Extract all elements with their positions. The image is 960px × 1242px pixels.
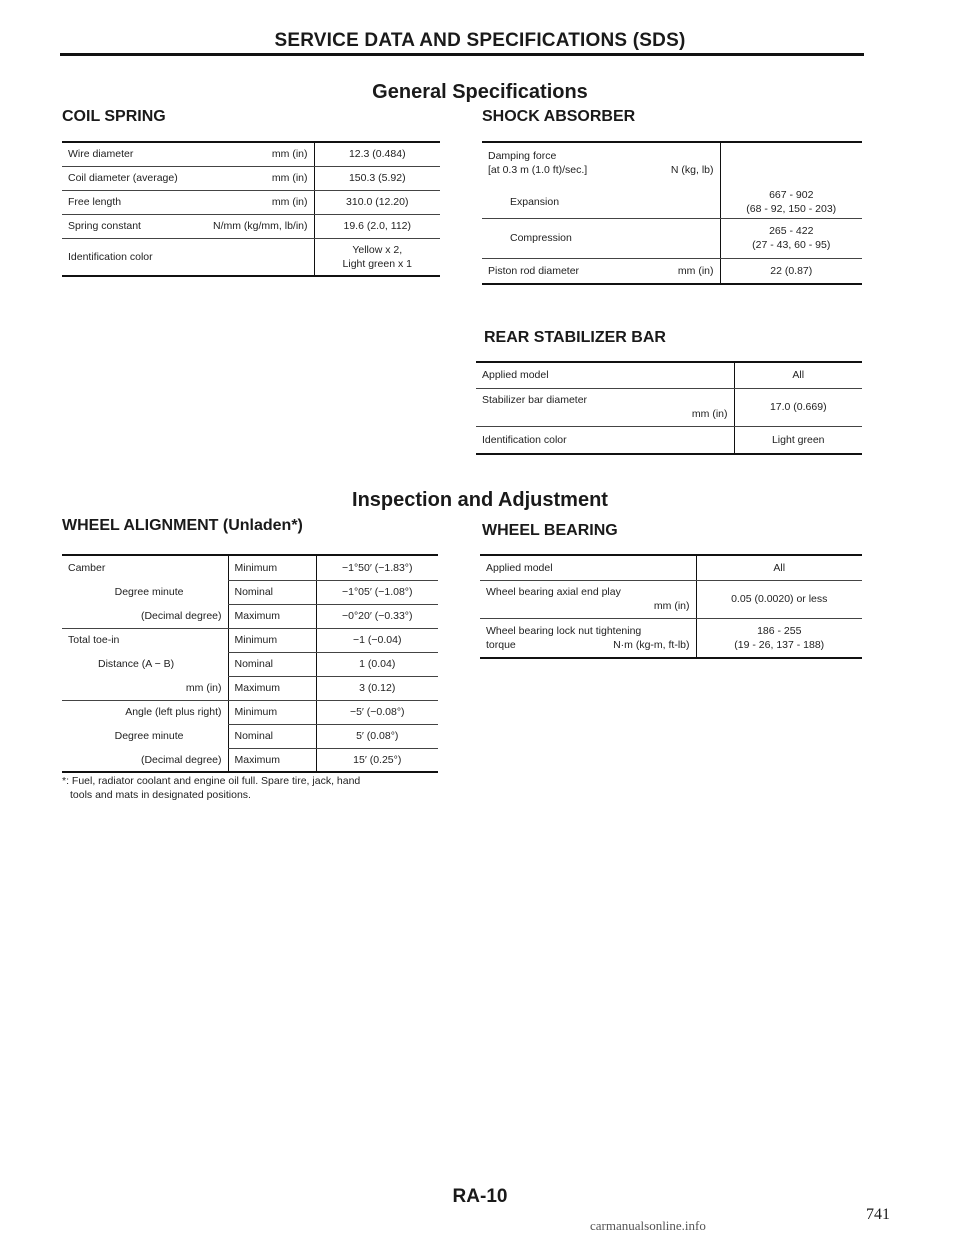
toe-angle-row-min (62, 700, 438, 724)
wheel-bearing-table (480, 554, 862, 659)
coil-row-diameter (62, 166, 440, 190)
shock-absorber-title: SHOCK ABSORBER (482, 108, 636, 125)
bearing-row-applied (480, 555, 862, 580)
row-label: Spring constant (68, 220, 141, 232)
level-value: −1 (−0.04) (316, 628, 438, 652)
toe-angle-row-max (62, 748, 438, 772)
expansion-label: Expansion (482, 186, 720, 218)
camber-row-nom (62, 580, 438, 604)
endplay-label: Wheel bearing axial end play (486, 586, 621, 598)
stab-row-applied (476, 362, 862, 388)
wheel-alignment-table (62, 554, 438, 773)
torque-unit: N·m (kg-m, ft-lb) (613, 638, 690, 651)
torque-label: Wheel bearing lock nut tightening (486, 624, 642, 637)
level-value: −5′ (−0.08°) (316, 700, 438, 724)
toe-angle-unit-2: (Decimal degree) (62, 748, 228, 772)
applied-label: Applied model (476, 362, 734, 388)
toe-dist-row-max (62, 676, 438, 700)
level-label: Maximum (228, 676, 316, 700)
level-label: Nominal (228, 580, 316, 604)
bearing-row-torque (480, 618, 862, 658)
wheel-bearing-title: WHEEL BEARING (482, 522, 618, 539)
row-label: Identification color (68, 250, 153, 263)
footnote-line-1: *: Fuel, radiator coolant and engine oil full. Spare tire, jack, hand (62, 775, 361, 787)
diameter-label: Stabilizer bar diameter (482, 394, 588, 406)
stab-row-color (476, 426, 862, 454)
footnote-line-2: tools and mats in designated positions. (70, 789, 251, 801)
level-value: 5′ (0.08°) (316, 724, 438, 748)
camber-row-max (62, 604, 438, 628)
row-value: 12.3 (0.484) (314, 142, 440, 166)
title-rule (60, 53, 864, 56)
row-unit: N/mm (kg/mm, lb/in) (213, 220, 308, 232)
coil-spring-title: COIL SPRING (62, 108, 166, 125)
rear-stabilizer-title: REAR STABILIZER BAR (484, 329, 666, 346)
compression-value: 265 - 422 (769, 225, 814, 237)
level-value: −1°50′ (−1.83°) (316, 555, 438, 580)
torque-value-2: (19 - 26, 137 - 188) (734, 638, 825, 651)
level-label: Minimum (228, 628, 316, 652)
level-label: Maximum (228, 748, 316, 772)
toe-dist-label: Distance (A − B) (98, 658, 175, 670)
color-value: Light green (734, 426, 862, 454)
stab-row-diameter (476, 388, 862, 426)
row-unit: mm (in) (271, 172, 308, 184)
torque-label-2: torque (486, 638, 516, 651)
row-unit: mm (in) (271, 196, 308, 208)
level-value: 1 (0.04) (316, 652, 438, 676)
row-value: 19.6 (2.0, 112) (314, 214, 440, 238)
wheel-alignment-title: WHEEL ALIGNMENT (Unladen*) (62, 517, 303, 534)
applied-value: All (734, 362, 862, 388)
compression-label: Compression (482, 218, 720, 258)
toe-dist-row-min (62, 628, 438, 652)
level-label: Minimum (228, 555, 316, 580)
toe-angle-row-nom (62, 724, 438, 748)
watermark: carmanualsonline.info (590, 1218, 706, 1233)
damping-unit: N (kg, lb) (670, 164, 714, 176)
rod-value: 22 (0.87) (720, 258, 862, 284)
coil-spring-table (62, 141, 440, 277)
toe-label: Total toe-in (68, 634, 120, 647)
rear-stabilizer-table (476, 361, 862, 455)
torque-value: 186 - 255 (757, 624, 802, 637)
bearing-row-endplay (480, 580, 862, 618)
level-label: Nominal (228, 652, 316, 676)
row-label: Coil diameter (average) (68, 172, 178, 184)
shock-row-rod (482, 258, 862, 284)
camber-unit-1: Degree minute (114, 586, 184, 598)
row-label: Free length (68, 196, 122, 208)
coil-row-wire (62, 142, 440, 166)
level-value: 3 (0.12) (316, 676, 438, 700)
rod-unit: mm (in) (677, 264, 714, 277)
row-value: Yellow x 2, (352, 243, 403, 256)
diameter-unit: mm (in) (691, 408, 728, 420)
camber-unit-2: (Decimal degree) (62, 604, 228, 628)
shock-row-damping (482, 142, 862, 186)
page-code: RA-10 (452, 1186, 508, 1207)
level-value: 15′ (0.25°) (316, 748, 438, 772)
page-folio: 741 (866, 1206, 890, 1223)
color-label: Identification color (476, 426, 734, 454)
endplay-value: 0.05 (0.0020) or less (696, 580, 862, 618)
row-unit: mm (in) (271, 148, 308, 161)
row-value-2: Light green x 1 (342, 257, 412, 270)
level-value: −0°20′ (−0.33°) (316, 604, 438, 628)
level-label: Maximum (228, 604, 316, 628)
level-label: Nominal (228, 724, 316, 748)
shock-row-compression (482, 218, 862, 258)
row-label: Wire diameter (68, 148, 134, 161)
inspection-adjustment-heading: Inspection and Adjustment (352, 489, 608, 511)
page-title: SERVICE DATA AND SPECIFICATIONS (SDS) (274, 30, 686, 51)
compression-value-2: (27 - 43, 60 - 95) (752, 239, 831, 251)
rod-label: Piston rod diameter (488, 264, 580, 277)
toe-angle-label: Angle (left plus right) (125, 706, 222, 719)
damping-label: Damping force (488, 150, 557, 162)
toe-angle-unit-1: Degree minute (114, 730, 184, 742)
expansion-value-2: (68 - 92, 150 - 203) (746, 202, 837, 215)
endplay-unit: mm (in) (653, 600, 690, 612)
toe-dist-row-nom (62, 652, 438, 676)
row-value: 310.0 (12.20) (314, 190, 440, 214)
toe-dist-unit: mm (in) (62, 676, 228, 700)
bearing-applied-label: Applied model (480, 555, 696, 580)
coil-row-free-length (62, 190, 440, 214)
bearing-applied-value: All (696, 555, 862, 580)
level-value: −1°05′ (−1.08°) (316, 580, 438, 604)
expansion-value: 667 - 902 (769, 188, 814, 201)
row-value: 150.3 (5.92) (314, 166, 440, 190)
shock-absorber-table (482, 141, 862, 285)
damping-condition: [at 0.3 m (1.0 ft)/sec.] (488, 164, 588, 176)
level-label: Minimum (228, 700, 316, 724)
general-specifications-heading: General Specifications (372, 81, 588, 103)
shock-row-expansion (482, 186, 862, 218)
diameter-value: 17.0 (0.669) (734, 388, 862, 426)
camber-row-min (62, 555, 438, 580)
coil-row-color (62, 238, 440, 276)
camber-label: Camber (62, 555, 228, 580)
coil-row-spring-constant (62, 214, 440, 238)
alignment-footnote (62, 774, 442, 802)
